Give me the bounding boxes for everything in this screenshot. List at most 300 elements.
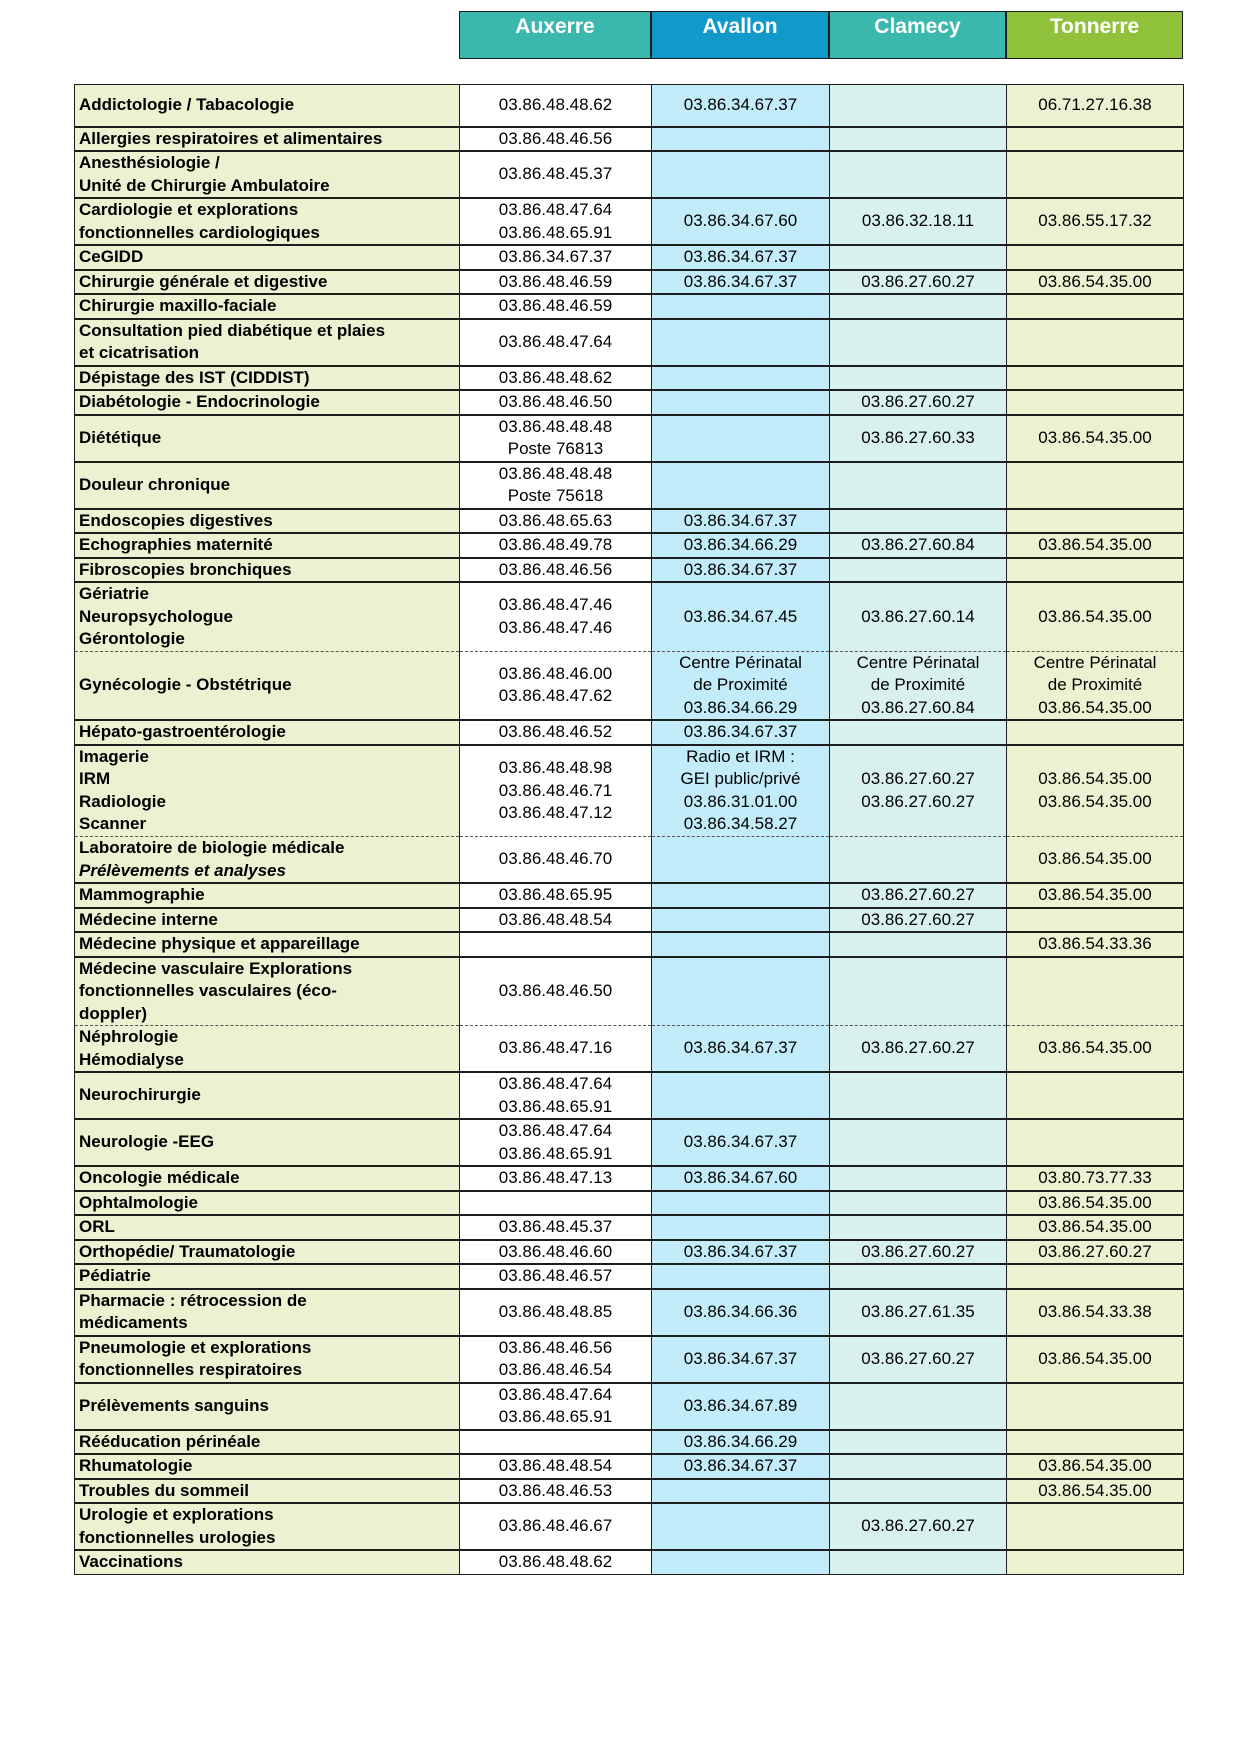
specialty-label: fonctionnelles urologies xyxy=(79,1527,276,1547)
clamecy-cell xyxy=(830,1336,1007,1383)
tonnerre-cell xyxy=(1007,151,1184,198)
phone-number: 06.71.27.16.38 xyxy=(1038,95,1152,114)
table-row xyxy=(75,1503,1184,1550)
specialty-cell xyxy=(75,151,460,198)
table-row xyxy=(75,270,1184,295)
column-header-clamecy: Clamecy xyxy=(829,11,1006,59)
avallon-cell xyxy=(652,720,830,745)
clamecy-cell xyxy=(830,745,1007,837)
specialty-label: fonctionnelles respiratoires xyxy=(79,1360,302,1379)
phone-number: 03.86.31.01.00 xyxy=(683,791,798,811)
avallon-cell xyxy=(652,198,830,245)
clamecy-cell xyxy=(830,1479,1007,1504)
phone-number: 03.86.48.46.59 xyxy=(498,296,613,315)
tonnerre-cell xyxy=(1007,1264,1184,1289)
avallon-cell xyxy=(652,745,830,837)
auxerre-cell xyxy=(460,390,652,415)
phone-number: 03.86.34.67.37 xyxy=(683,271,798,291)
phone-number: 03.86.48.47.46 xyxy=(498,595,613,615)
specialty-label: CeGIDD xyxy=(79,247,144,266)
tonnerre-cell xyxy=(1007,932,1184,957)
specialty-cell xyxy=(75,1503,460,1550)
specialty-label: Néphrologie xyxy=(79,1027,179,1046)
avallon-cell xyxy=(652,462,830,509)
clamecy-cell xyxy=(830,1454,1007,1479)
avallon-cell xyxy=(652,151,830,198)
avallon-cell xyxy=(652,390,830,415)
clamecy-cell xyxy=(830,390,1007,415)
auxerre-cell xyxy=(460,198,652,245)
specialty-label: Mammographie xyxy=(79,885,205,904)
clamecy-cell xyxy=(830,509,1007,534)
specialty-cell xyxy=(75,270,460,295)
avallon-cell xyxy=(652,837,830,884)
specialty-label: Endoscopies digestives xyxy=(79,510,273,530)
specialty-label: Neurochirurgie xyxy=(79,1085,201,1105)
auxerre-cell xyxy=(460,745,652,837)
specialty-cell xyxy=(75,533,460,558)
specialty-cell xyxy=(75,720,460,745)
specialty-label: Troubles du sommeil xyxy=(79,1480,250,1500)
phone-number: 03.86.34.66.29 xyxy=(683,535,798,554)
clamecy-cell xyxy=(830,582,1007,651)
avallon-cell xyxy=(652,127,830,152)
phone-number: 03.86.48.46.56 xyxy=(498,128,613,148)
specialty-cell xyxy=(75,558,460,583)
phone-number: 03.86.27.60.27 xyxy=(861,392,975,411)
specialty-label: Fibroscopies bronchiques xyxy=(79,559,292,579)
table-row xyxy=(75,957,1184,1026)
phone-number: de Proximité xyxy=(870,675,966,694)
specialty-label: Médecine vasculaire Explorations xyxy=(79,958,353,978)
table-row xyxy=(75,127,1184,152)
phone-number: 03.86.27.60.27 xyxy=(1038,1241,1152,1261)
specialty-label: médicaments xyxy=(79,1313,188,1332)
specialty-cell xyxy=(75,883,460,908)
phone-number: 03.86.34.66.36 xyxy=(683,1301,798,1321)
phone-number: 03.86.48.46.54 xyxy=(498,1360,613,1379)
phone-number: 03.86.54.35.00 xyxy=(1038,849,1152,869)
specialty-label: doppler) xyxy=(79,1003,147,1023)
auxerre-cell xyxy=(460,957,652,1026)
table-row xyxy=(75,1336,1184,1383)
specialty-label: Chirurgie maxillo-faciale xyxy=(79,296,277,315)
avallon-cell xyxy=(652,1191,830,1216)
tonnerre-cell xyxy=(1007,198,1184,245)
specialty-label: Cardiologie et explorations xyxy=(79,200,299,219)
phone-number: 03.86.54.35.00 xyxy=(1038,885,1152,904)
auxerre-cell xyxy=(460,1550,652,1574)
auxerre-cell xyxy=(460,1479,652,1504)
specialty-label: Laboratoire de biologie médicale xyxy=(79,838,345,857)
table-row xyxy=(75,932,1184,957)
auxerre-cell xyxy=(460,245,652,270)
clamecy-cell xyxy=(830,1550,1007,1574)
phone-number: 03.86.48.48.48 xyxy=(498,463,613,483)
tonnerre-cell xyxy=(1007,582,1184,651)
auxerre-cell xyxy=(460,1336,652,1383)
tonnerre-cell xyxy=(1007,1240,1184,1265)
phone-number: 03.86.48.65.91 xyxy=(498,1096,613,1116)
tonnerre-cell xyxy=(1007,462,1184,509)
specialty-label: Ophtalmologie xyxy=(79,1192,198,1212)
tonnerre-cell xyxy=(1007,720,1184,745)
clamecy-cell xyxy=(830,1503,1007,1550)
specialty-cell xyxy=(75,1550,460,1574)
clamecy-cell xyxy=(830,366,1007,391)
specialty-label: Dépistage des IST (CIDDIST) xyxy=(79,367,310,387)
table-row xyxy=(75,366,1184,391)
phone-number: 03.86.48.65.91 xyxy=(498,222,613,242)
table-row xyxy=(75,85,1184,127)
phone-number: 03.86.27.60.33 xyxy=(861,427,975,447)
avallon-cell xyxy=(652,509,830,534)
specialty-cell xyxy=(75,1215,460,1240)
auxerre-cell xyxy=(460,294,652,319)
auxerre-cell xyxy=(460,558,652,583)
auxerre-cell xyxy=(460,1215,652,1240)
auxerre-cell xyxy=(460,319,652,366)
avallon-cell xyxy=(652,533,830,558)
auxerre-cell xyxy=(460,1264,652,1289)
phone-number: 03.86.48.49.78 xyxy=(498,535,613,554)
phone-number: 03.86.54.35.00 xyxy=(1038,1480,1152,1500)
clamecy-cell xyxy=(830,1026,1007,1073)
avallon-cell xyxy=(652,1119,830,1166)
phone-number: 03.86.34.67.37 xyxy=(683,722,798,741)
auxerre-cell xyxy=(460,270,652,295)
table-row xyxy=(75,1215,1184,1240)
clamecy-cell xyxy=(830,319,1007,366)
specialty-label: fonctionnelles cardiologiques xyxy=(79,222,320,242)
avallon-cell xyxy=(652,294,830,319)
auxerre-cell xyxy=(460,151,652,198)
avallon-cell xyxy=(652,932,830,957)
tonnerre-cell xyxy=(1007,319,1184,366)
phone-number: 03.86.48.46.50 xyxy=(498,981,613,1000)
phone-number: 03.86.54.33.36 xyxy=(1038,934,1152,953)
specialty-cell xyxy=(75,1166,460,1191)
specialty-label: Pneumologie et explorations xyxy=(79,1337,312,1357)
phone-number: 03.86.48.47.64 xyxy=(498,200,613,219)
specialty-label: Médecine physique et appareillage xyxy=(79,934,360,953)
phone-number: 03.86.48.45.37 xyxy=(498,1217,613,1236)
specialty-label: Chirurgie générale et digestive xyxy=(79,271,328,291)
specialty-label: Addictologie / Tabacologie xyxy=(79,95,295,114)
phone-number: 03.86.48.48.62 xyxy=(498,1552,613,1571)
avallon-cell xyxy=(652,1072,830,1119)
table-row xyxy=(75,1191,1184,1216)
tonnerre-cell xyxy=(1007,1503,1184,1550)
phone-number: 03.86.48.46.57 xyxy=(498,1266,613,1285)
tonnerre-cell xyxy=(1007,1336,1184,1383)
phone-number: 03.86.48.65.91 xyxy=(498,1143,613,1163)
phone-number: Poste 75618 xyxy=(507,486,604,505)
specialty-label: Rhumatologie xyxy=(79,1456,193,1475)
specialty-cell xyxy=(75,1336,460,1383)
specialty-cell xyxy=(75,1264,460,1289)
phone-number: 03.86.27.60.27 xyxy=(861,1348,975,1368)
avallon-cell xyxy=(652,957,830,1026)
tonnerre-cell xyxy=(1007,1430,1184,1455)
auxerre-cell xyxy=(460,720,652,745)
avallon-cell xyxy=(652,1454,830,1479)
phone-number: 03.86.48.47.64 xyxy=(498,1121,613,1140)
clamecy-cell xyxy=(830,245,1007,270)
tonnerre-cell xyxy=(1007,957,1184,1026)
specialty-cell xyxy=(75,651,460,720)
specialty-label: ORL xyxy=(79,1217,115,1236)
phone-number: 03.86.48.48.48 xyxy=(498,416,613,436)
auxerre-cell xyxy=(460,1289,652,1336)
tonnerre-cell xyxy=(1007,837,1184,884)
clamecy-cell xyxy=(830,1289,1007,1336)
specialty-label: Neurologie -EEG xyxy=(79,1132,215,1152)
specialty-cell xyxy=(75,1072,460,1119)
clamecy-cell xyxy=(830,198,1007,245)
specialty-cell xyxy=(75,1430,460,1455)
clamecy-cell xyxy=(830,1240,1007,1265)
phone-number: 03.86.34.67.37 xyxy=(683,559,798,579)
avallon-cell xyxy=(652,582,830,651)
phone-number: 03.86.48.46.56 xyxy=(498,1337,613,1357)
phone-number: 03.86.48.46.52 xyxy=(498,722,613,741)
specialty-cell xyxy=(75,127,460,152)
phone-number: 03.86.48.48.54 xyxy=(498,909,613,929)
tonnerre-cell xyxy=(1007,1026,1184,1073)
tonnerre-cell xyxy=(1007,415,1184,462)
phone-number: 03.86.54.35.00 xyxy=(1038,606,1152,626)
table-row xyxy=(75,245,1184,270)
specialty-label: Diabétologie - Endocrinologie xyxy=(79,392,320,411)
clamecy-cell xyxy=(830,932,1007,957)
phone-number: 03.86.48.46.59 xyxy=(498,271,613,291)
table-row xyxy=(75,319,1184,366)
phone-number: 03.86.48.47.64 xyxy=(498,1384,613,1404)
phone-number: 03.86.27.60.27 xyxy=(861,885,975,904)
phone-number: 03.86.48.47.16 xyxy=(498,1038,613,1058)
auxerre-cell xyxy=(460,1026,652,1073)
avallon-cell xyxy=(652,558,830,583)
tonnerre-cell xyxy=(1007,908,1184,933)
phone-number: 03.86.48.47.62 xyxy=(498,686,613,706)
phone-number: 03.86.27.60.14 xyxy=(861,606,975,626)
phone-number: 03.86.48.46.53 xyxy=(498,1480,613,1500)
phone-number: 03.86.27.61.35 xyxy=(861,1301,975,1321)
specialty-label: Oncologie médicale xyxy=(79,1168,240,1187)
avallon-cell xyxy=(652,366,830,391)
phone-number: 03.86.48.45.37 xyxy=(498,164,613,184)
avallon-cell xyxy=(652,1166,830,1191)
auxerre-cell xyxy=(460,1072,652,1119)
auxerre-cell xyxy=(460,533,652,558)
tonnerre-cell xyxy=(1007,1479,1184,1504)
phone-number: 03.86.34.66.29 xyxy=(683,1431,798,1451)
phone-number: Radio et IRM : xyxy=(686,746,795,766)
tonnerre-cell xyxy=(1007,1072,1184,1119)
avallon-cell xyxy=(652,1026,830,1073)
clamecy-cell xyxy=(830,883,1007,908)
auxerre-cell xyxy=(460,1383,652,1430)
table-row xyxy=(75,390,1184,415)
specialty-label: Rééducation périnéale xyxy=(79,1431,261,1451)
table-row xyxy=(75,1166,1184,1191)
specialty-cell xyxy=(75,198,460,245)
phone-number: 03.86.48.46.60 xyxy=(498,1241,613,1261)
phone-number: 03.86.48.48.62 xyxy=(498,367,613,387)
specialty-label: Gynécologie - Obstétrique xyxy=(79,675,292,694)
clamecy-cell xyxy=(830,1072,1007,1119)
tonnerre-cell xyxy=(1007,1166,1184,1191)
specialty-cell xyxy=(75,1191,460,1216)
avallon-cell xyxy=(652,1240,830,1265)
phone-number: 03.86.48.65.95 xyxy=(498,885,613,904)
avallon-cell xyxy=(652,1289,830,1336)
auxerre-cell xyxy=(460,837,652,884)
specialty-cell xyxy=(75,319,460,366)
avallon-cell xyxy=(652,1215,830,1240)
auxerre-cell xyxy=(460,1503,652,1550)
avallon-cell xyxy=(652,1550,830,1574)
phone-number: 03.86.27.60.84 xyxy=(861,535,975,554)
avallon-cell xyxy=(652,1503,830,1550)
auxerre-cell xyxy=(460,85,652,127)
specialty-cell xyxy=(75,1240,460,1265)
phone-number: Poste 76813 xyxy=(507,439,604,458)
specialty-label: Médecine interne xyxy=(79,909,218,929)
phone-number: 03.86.34.58.27 xyxy=(683,814,798,834)
tonnerre-cell xyxy=(1007,1215,1184,1240)
specialty-cell xyxy=(75,932,460,957)
specialty-label: Prélèvements sanguins xyxy=(79,1395,269,1415)
clamecy-cell xyxy=(830,1191,1007,1216)
auxerre-cell xyxy=(460,1454,652,1479)
phone-number: 03.86.54.35.00 xyxy=(1038,271,1152,291)
specialty-cell xyxy=(75,1119,460,1166)
tonnerre-cell xyxy=(1007,651,1184,720)
phone-number: 03.86.34.67.60 xyxy=(683,211,798,231)
phone-number: 03.86.32.18.11 xyxy=(861,211,975,231)
clamecy-cell xyxy=(830,720,1007,745)
phone-number: 03.86.54.35.00 xyxy=(1038,1038,1152,1058)
table-row xyxy=(75,837,1184,884)
phone-number: 03.86.34.67.37 xyxy=(683,1241,798,1261)
tonnerre-cell xyxy=(1007,1550,1184,1574)
specialty-cell xyxy=(75,1454,460,1479)
phone-number: 03.86.48.46.70 xyxy=(498,849,613,869)
directory-body xyxy=(75,85,1184,1575)
specialty-label: IRM xyxy=(79,769,111,789)
phone-number: 03.86.48.46.50 xyxy=(498,392,613,411)
avallon-cell xyxy=(652,1264,830,1289)
specialty-label: Allergies respiratoires et alimentaires xyxy=(79,128,383,148)
column-header-avallon: Avallon xyxy=(651,11,829,59)
table-row xyxy=(75,415,1184,462)
specialty-label: Anesthésiologie / xyxy=(79,153,220,172)
specialty-cell xyxy=(75,85,460,127)
avallon-cell xyxy=(652,415,830,462)
specialty-cell xyxy=(75,390,460,415)
avallon-cell xyxy=(652,270,830,295)
tonnerre-cell xyxy=(1007,745,1184,837)
phone-number: 03.86.34.67.37 xyxy=(683,247,798,266)
phone-number: 03.86.48.48.85 xyxy=(498,1301,613,1321)
phone-number: 03.86.48.47.64 xyxy=(498,331,613,351)
column-header-auxerre: Auxerre xyxy=(459,11,651,59)
auxerre-cell xyxy=(460,127,652,152)
auxerre-cell xyxy=(460,415,652,462)
table-row xyxy=(75,651,1184,720)
specialty-label: Urologie et explorations xyxy=(79,1505,274,1524)
clamecy-cell xyxy=(830,85,1007,127)
auxerre-cell xyxy=(460,1191,652,1216)
specialty-label: Echographies maternité xyxy=(79,535,273,554)
specialty-cell xyxy=(75,366,460,391)
phone-number: 03.86.34.67.37 xyxy=(683,510,798,530)
specialty-cell xyxy=(75,462,460,509)
specialty-cell xyxy=(75,294,460,319)
table-row xyxy=(75,1289,1184,1336)
table-row xyxy=(75,462,1184,509)
clamecy-cell xyxy=(830,908,1007,933)
clamecy-cell xyxy=(830,651,1007,720)
clamecy-cell xyxy=(830,294,1007,319)
tonnerre-cell xyxy=(1007,558,1184,583)
specialty-label: et cicatrisation xyxy=(79,343,199,362)
avallon-cell xyxy=(652,319,830,366)
tonnerre-cell xyxy=(1007,1383,1184,1430)
table-row xyxy=(75,908,1184,933)
table-row xyxy=(75,582,1184,651)
auxerre-cell xyxy=(460,1240,652,1265)
phone-number: 03.86.55.17.32 xyxy=(1038,211,1152,231)
table-row xyxy=(75,1550,1184,1574)
phone-number: 03.86.27.60.27 xyxy=(861,909,975,929)
tonnerre-cell xyxy=(1007,390,1184,415)
clamecy-cell xyxy=(830,270,1007,295)
phone-number: 03.86.34.67.37 xyxy=(498,247,613,266)
table-row xyxy=(75,1119,1184,1166)
phone-number: 03.86.54.35.00 xyxy=(1038,1348,1152,1368)
phone-number: 03.86.27.60.27 xyxy=(861,1241,975,1261)
auxerre-cell xyxy=(460,462,652,509)
specialty-label: Diététique xyxy=(79,427,162,447)
phone-number: 03.86.54.35.00 xyxy=(1038,791,1152,811)
specialty-label: Hémodialyse xyxy=(79,1049,184,1069)
auxerre-cell xyxy=(460,582,652,651)
avallon-cell xyxy=(652,651,830,720)
phone-number: 03.86.34.67.37 xyxy=(683,1348,798,1368)
table-row xyxy=(75,558,1184,583)
avallon-cell xyxy=(652,1336,830,1383)
specialty-label: Vaccinations xyxy=(79,1552,183,1571)
auxerre-cell xyxy=(460,1166,652,1191)
table-row xyxy=(75,883,1184,908)
phone-number: 03.86.48.47.46 xyxy=(498,617,613,637)
table-row xyxy=(75,1454,1184,1479)
tonnerre-cell xyxy=(1007,127,1184,152)
table-row xyxy=(75,198,1184,245)
specialty-label: Imagerie xyxy=(79,746,149,766)
phone-number: 03.86.48.48.54 xyxy=(498,1456,613,1475)
phone-number: 03.86.48.47.64 xyxy=(498,1074,613,1093)
clamecy-cell xyxy=(830,1430,1007,1455)
auxerre-cell xyxy=(460,1119,652,1166)
phone-number: 03.86.27.60.27 xyxy=(861,271,975,291)
auxerre-cell xyxy=(460,883,652,908)
specialty-label: Gériatrie xyxy=(79,584,149,603)
avallon-cell xyxy=(652,908,830,933)
